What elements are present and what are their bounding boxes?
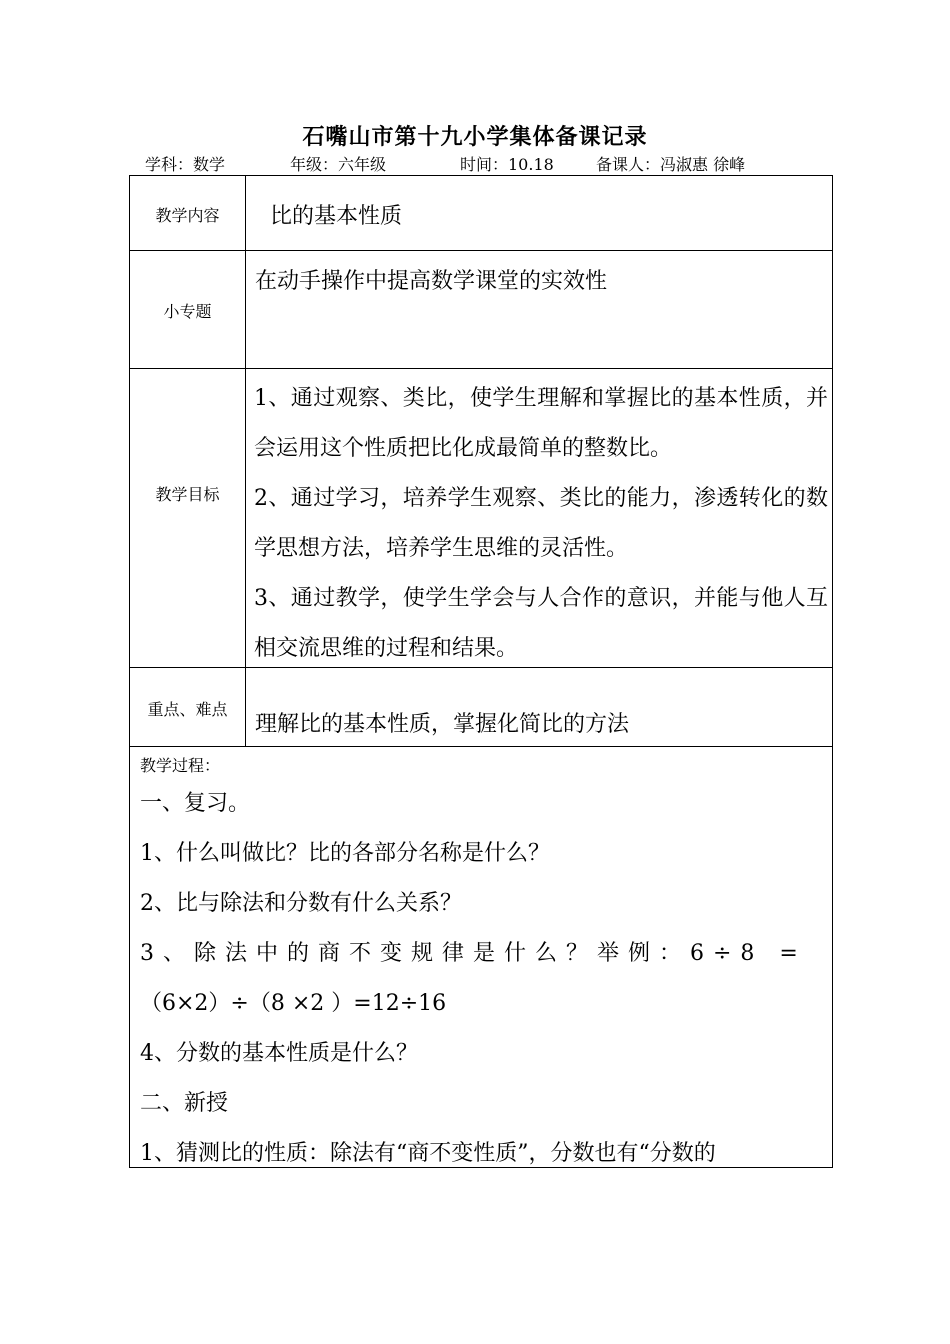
topic-label: 小专题 — [163, 302, 212, 321]
goal-item: 3、通过教学，使学生学会与人合作的意识，并能与他人互相交流思维的过程和结果。 — [254, 586, 828, 661]
goal-item: 1、通过观察、类比，使学生理解和掌握比的基本性质，并会运用这个性质把比化成最简单的整数比。 — [254, 386, 828, 461]
process-line: 二、新授 — [140, 1091, 229, 1116]
goal-item: 2、通过学习，培养学生观察、类比的能力，渗透转化的数学思想方法，培养学生思维的灵活性。 — [254, 486, 828, 561]
keypoints-label: 重点、难点 — [147, 700, 228, 719]
row-divider — [130, 250, 832, 251]
preparer-field: 备课人：冯淑惠 徐峰 — [596, 155, 746, 174]
process-line: 一、复习。 — [140, 791, 251, 816]
lesson-plan-table — [129, 175, 833, 1168]
document-title: 石嘴山市第十九小学集体备课记录 — [302, 124, 648, 150]
process-line: 1、猜测比的性质：除法有“商不变性质”，分数也有“分数的 — [140, 1141, 716, 1166]
content-label: 教学内容 — [155, 206, 220, 225]
time-field: 时间：10.18 — [460, 155, 554, 174]
process-label: 教学过程： — [140, 756, 221, 775]
goals-label: 教学目标 — [155, 485, 220, 504]
subject-field: 学科：数学 — [145, 155, 226, 174]
process-line: 2、比与除法和分数有什么关系？ — [140, 891, 462, 916]
topic-value: 在动手操作中提高数学课堂的实效性 — [255, 269, 608, 294]
process-line: 1、什么叫做比？比的各部分名称是什么？ — [140, 841, 550, 866]
row-divider — [130, 746, 832, 747]
process-line: 3、除法中的商不变规律是什么？举例：6÷8 = — [140, 941, 807, 966]
process-line: 4、分数的基本性质是什么？ — [140, 1041, 418, 1066]
row-divider — [130, 368, 832, 369]
keypoints-value: 理解比的基本性质，掌握化简比的方法 — [255, 712, 630, 737]
content-value: 比的基本性质 — [270, 204, 403, 229]
column-divider — [245, 176, 246, 746]
goals-list — [254, 374, 828, 674]
process-line: （6×2）÷（8 ×2 ）=12÷16 — [140, 991, 447, 1016]
process-content — [140, 779, 824, 1179]
grade-field: 年级：六年级 — [290, 155, 387, 174]
